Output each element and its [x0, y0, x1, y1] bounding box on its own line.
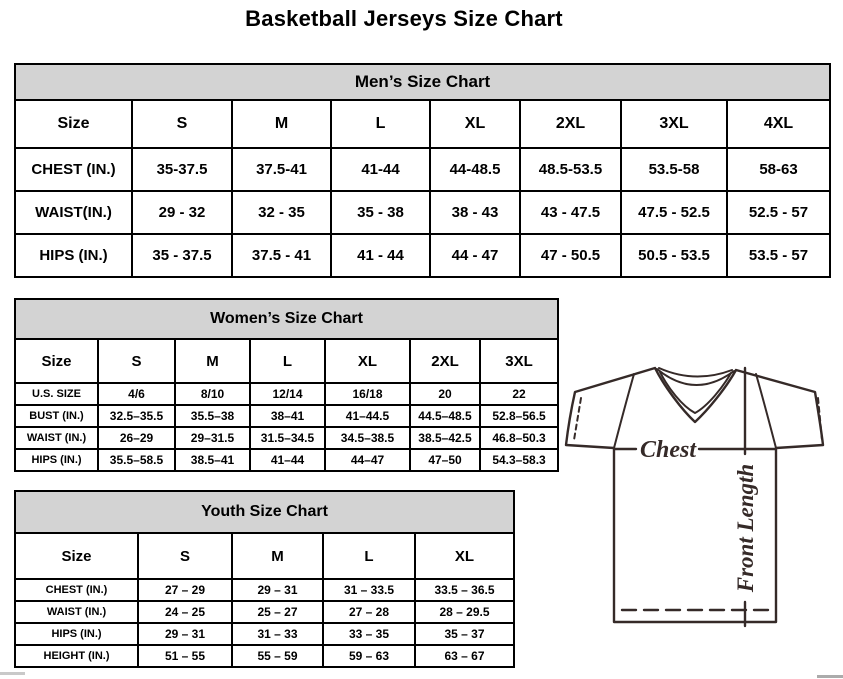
table-row	[15, 449, 558, 471]
table-row	[15, 579, 514, 601]
column-header: Size	[15, 100, 132, 148]
row-label: HIPS (IN.)	[15, 623, 138, 645]
column-header: 3XL	[480, 339, 558, 383]
column-header: 2XL	[410, 339, 480, 383]
table-row	[15, 427, 558, 449]
size-value-cell: 32.5–35.5	[98, 405, 175, 427]
size-value-cell: 35 – 37	[415, 623, 514, 645]
cuff-dashed-line-left	[574, 398, 581, 440]
size-value-cell: 12/14	[250, 383, 325, 405]
size-value-cell: 41–44	[250, 449, 325, 471]
row-label: WAIST(IN.)	[15, 191, 132, 234]
column-header: 2XL	[520, 100, 621, 148]
row-label: HEIGHT (IN.)	[15, 645, 138, 667]
table-row	[15, 191, 830, 234]
size-value-cell: 47–50	[410, 449, 480, 471]
size-value-cell: 38.5–41	[175, 449, 250, 471]
table-row	[15, 299, 558, 339]
table-row	[15, 64, 830, 100]
size-value-cell: 24 – 25	[138, 601, 232, 623]
youth-size-table	[14, 490, 515, 668]
youth-table-title: Youth Size Chart	[15, 491, 514, 533]
size-value-cell: 34.5–38.5	[325, 427, 410, 449]
table-row	[15, 533, 514, 579]
size-value-cell: 53.5-58	[621, 148, 727, 191]
scrollbar-fragment-left	[0, 672, 25, 675]
size-value-cell: 32 - 35	[232, 191, 331, 234]
column-header: XL	[415, 533, 514, 579]
size-value-cell: 26–29	[98, 427, 175, 449]
sleeve-seam-right	[756, 374, 776, 448]
jersey-outline-shape	[566, 368, 823, 622]
table-row	[15, 339, 558, 383]
scrollbar-fragment-right	[817, 675, 843, 678]
row-label: U.S. SIZE	[15, 383, 98, 405]
column-header: Size	[15, 339, 98, 383]
size-value-cell: 4/6	[98, 383, 175, 405]
size-value-cell: 27 – 29	[138, 579, 232, 601]
size-value-cell: 44 - 47	[430, 234, 520, 277]
size-value-cell: 52.8–56.5	[480, 405, 558, 427]
womens-table-title: Women’s Size Chart	[15, 299, 558, 339]
size-value-cell: 54.3–58.3	[480, 449, 558, 471]
table-row	[15, 148, 830, 191]
column-header: Size	[15, 533, 138, 579]
size-value-cell: 47.5 - 52.5	[621, 191, 727, 234]
sleeve-seam-left	[614, 374, 634, 448]
mens-size-table	[14, 63, 831, 278]
size-value-cell: 29–31.5	[175, 427, 250, 449]
collar-back-arc	[659, 368, 732, 377]
size-value-cell: 43 - 47.5	[520, 191, 621, 234]
size-value-cell: 51 – 55	[138, 645, 232, 667]
size-value-cell: 35 - 38	[331, 191, 430, 234]
size-value-cell: 63 – 67	[415, 645, 514, 667]
size-value-cell: 31 – 33.5	[323, 579, 415, 601]
size-value-cell: 58-63	[727, 148, 830, 191]
size-value-cell: 29 – 31	[138, 623, 232, 645]
column-header: S	[98, 339, 175, 383]
column-header: M	[175, 339, 250, 383]
column-header: L	[250, 339, 325, 383]
size-value-cell: 28 – 29.5	[415, 601, 514, 623]
row-label: HIPS (IN.)	[15, 449, 98, 471]
front-length-measure-label: Front Length	[733, 463, 758, 593]
table-row	[15, 100, 830, 148]
mens-table-title: Men’s Size Chart	[15, 64, 830, 100]
row-label: CHEST (IN.)	[15, 579, 138, 601]
table-row	[15, 623, 514, 645]
page-title: Basketball Jerseys Size Chart	[245, 6, 563, 31]
table-row	[15, 383, 558, 405]
row-label: HIPS (IN.)	[15, 234, 132, 277]
size-value-cell: 41–44.5	[325, 405, 410, 427]
size-value-cell: 29 – 31	[232, 579, 323, 601]
column-header: S	[138, 533, 232, 579]
table-row	[15, 491, 514, 533]
size-value-cell: 35.5–38	[175, 405, 250, 427]
size-value-cell: 33 – 35	[323, 623, 415, 645]
size-value-cell: 16/18	[325, 383, 410, 405]
column-header: S	[132, 100, 232, 148]
size-value-cell: 55 – 59	[232, 645, 323, 667]
table-row	[15, 601, 514, 623]
size-value-cell: 44.5–48.5	[410, 405, 480, 427]
size-value-cell: 37.5 - 41	[232, 234, 331, 277]
size-value-cell: 59 – 63	[323, 645, 415, 667]
size-value-cell: 29 - 32	[132, 191, 232, 234]
size-value-cell: 25 – 27	[232, 601, 323, 623]
size-value-cell: 8/10	[175, 383, 250, 405]
column-header: 4XL	[727, 100, 830, 148]
size-value-cell: 50.5 - 53.5	[621, 234, 727, 277]
size-value-cell: 41 - 44	[331, 234, 430, 277]
size-value-cell: 48.5-53.5	[520, 148, 621, 191]
column-header: L	[323, 533, 415, 579]
size-value-cell: 52.5 - 57	[727, 191, 830, 234]
size-value-cell: 41-44	[331, 148, 430, 191]
size-value-cell: 33.5 – 36.5	[415, 579, 514, 601]
size-value-cell: 44–47	[325, 449, 410, 471]
size-value-cell: 35.5–58.5	[98, 449, 175, 471]
size-value-cell: 44-48.5	[430, 148, 520, 191]
size-value-cell: 35 - 37.5	[132, 234, 232, 277]
jersey-measurement-diagram	[556, 360, 843, 672]
row-label: BUST (IN.)	[15, 405, 98, 427]
size-value-cell: 22	[480, 383, 558, 405]
column-header: M	[232, 533, 323, 579]
table-row	[15, 234, 830, 277]
womens-size-table	[14, 298, 559, 472]
size-value-cell: 53.5 - 57	[727, 234, 830, 277]
size-value-cell: 47 - 50.5	[520, 234, 621, 277]
table-row	[15, 645, 514, 667]
column-header: XL	[430, 100, 520, 148]
size-value-cell: 20	[410, 383, 480, 405]
size-value-cell: 46.8–50.3	[480, 427, 558, 449]
column-header: L	[331, 100, 430, 148]
size-value-cell: 38 - 43	[430, 191, 520, 234]
size-value-cell: 31.5–34.5	[250, 427, 325, 449]
size-value-cell: 27 – 28	[323, 601, 415, 623]
row-label: WAIST (IN.)	[15, 601, 138, 623]
column-header: 3XL	[621, 100, 727, 148]
size-value-cell: 35-37.5	[132, 148, 232, 191]
row-label: WAIST (IN.)	[15, 427, 98, 449]
chest-measure-label: Chest	[639, 437, 697, 463]
column-header: M	[232, 100, 331, 148]
size-value-cell: 37.5-41	[232, 148, 331, 191]
table-row	[15, 405, 558, 427]
size-value-cell: 38–41	[250, 405, 325, 427]
size-value-cell: 38.5–42.5	[410, 427, 480, 449]
row-label: CHEST (IN.)	[15, 148, 132, 191]
size-value-cell: 31 – 33	[232, 623, 323, 645]
column-header: XL	[325, 339, 410, 383]
